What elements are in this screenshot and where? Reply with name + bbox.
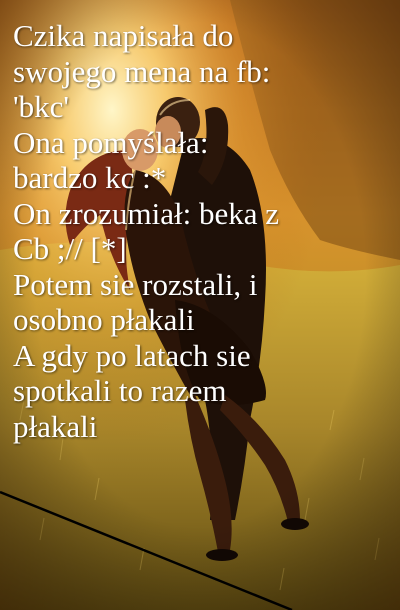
caption-line: Cb ;// [*] — [13, 231, 127, 266]
caption-line: Czika napisała do — [13, 18, 234, 53]
caption-line: On zrozumiał: beka z — [13, 195, 279, 231]
caption-line: Ona pomyślała: — [13, 124, 209, 160]
caption-line: 'bkc' — [13, 89, 69, 124]
caption-line: bardzo kc :* — [13, 160, 167, 195]
caption-line: spotkali to razem — [13, 373, 227, 408]
caption-line: A gdy po latach sie — [13, 337, 251, 373]
meme-caption — [13, 18, 395, 444]
caption-line: płakali — [13, 408, 98, 444]
caption-line: swojego mena na fb: — [13, 53, 271, 89]
caption-line: Potem sie rozstali, i — [13, 266, 258, 302]
caption-line: osobno płakali — [13, 302, 195, 337]
